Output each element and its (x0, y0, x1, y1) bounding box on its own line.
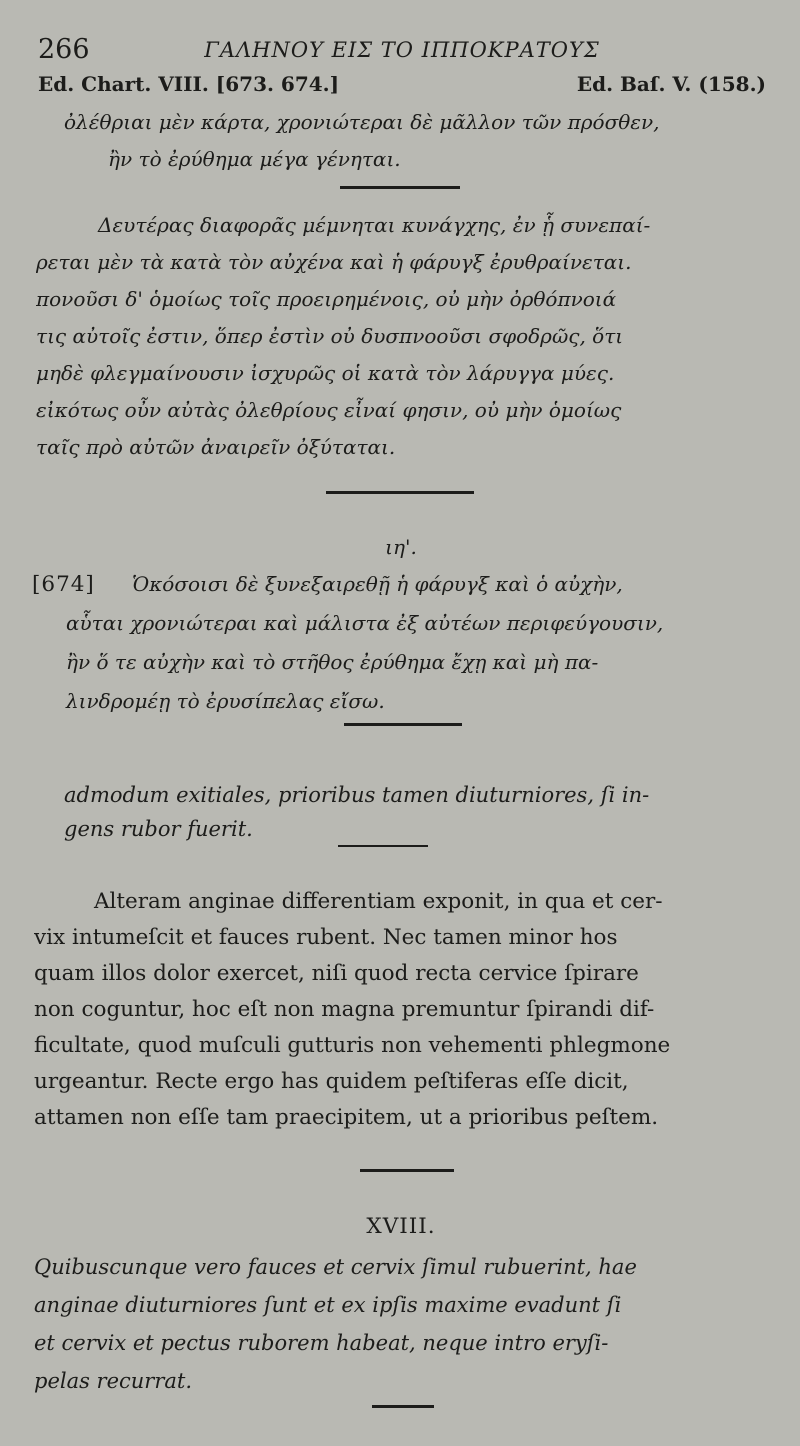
greek-commentary (36, 207, 766, 466)
edition-line (38, 72, 766, 100)
text-line: vix intumeſcit et fauces rubent. Nec tamen minor hos (34, 925, 618, 950)
text-line: quam illos dolor exercet, niſi quod recta cervice ſpirare (34, 961, 639, 986)
text-line: attamen non eſſe tam praecipitem, ut a prioribus peſtem. (34, 1105, 659, 1130)
divider (340, 186, 460, 189)
text-line: ἢν ὅ τε αὐχὴν καὶ τὸ στῆθος ἐρύθημα ἔχῃ καὶ μὴ πα- (66, 650, 599, 674)
text-line: τις αὐτοῖς ἐστιν, ὅπερ ἐστὶν οὐ δυσπνοοῦσι σφοδρῶς, ὅτι (36, 324, 624, 348)
greek-aphorism (32, 565, 772, 721)
text-line: εἰκότως οὖν αὐτὰς ὀλεθρίους εἶναί φησιν, οὐ μὴν ὁμοίως (36, 398, 622, 422)
latin-top-text (64, 778, 770, 846)
latin-section-number: XVIII. (366, 1214, 436, 1239)
greek-section-number: ιη'. (385, 535, 417, 559)
text-line: urgeantur. Recte ergo has quidem peſtiferas eſſe dicit, (34, 1069, 629, 1094)
text-line: λινδρομέῃ τὸ ἐρυσίπελας εἴσω. (66, 689, 385, 713)
text-line: non coguntur, hoc eſt non magna premuntur ſpirandi dif- (34, 997, 655, 1022)
running-title: ΓΑΛΗΝΟΥ ΕΙΣ ΤΟ ΙΠΠΟΚΡΑΤΟΥΣ (204, 38, 600, 62)
text-line: αὗται χρονιώτεραι καὶ μάλιστα ἐξ αὐτέων περιφεύγουσιν, (66, 611, 664, 635)
edition-chartier: Ed. Chart. VIII. [673. 674.] (38, 72, 340, 96)
text-line: ὀλέθριαι μὲν κάρτα, χρονιώτεραι δὲ μᾶλλον τῶν πρόσθεν, (64, 110, 660, 134)
page-marker: [674] (32, 572, 95, 597)
text-line: Ὁκόσοισι δὲ ξυνεξαιρεθῇ ἡ φάρυγξ καὶ ὁ αὐχὴν, (132, 572, 623, 596)
text-line: anginae diuturniores ſunt et ex ipſis maxime evadunt ſi (34, 1293, 622, 1317)
text-line: et cervix et pectus ruborem habeat, neque intro eryſi- (34, 1331, 609, 1355)
text-line: ficultate, quod muſculi gutturis non vehementi phlegmone (34, 1033, 671, 1058)
text-line: Alteram anginae differentiam exponit, in qua et cer- (94, 889, 663, 914)
text-line: Quibuscunque vero fauces et cervix ſimul rubuerint, hae (34, 1255, 637, 1279)
divider (360, 1169, 454, 1172)
page-number: 266 (38, 34, 90, 65)
text-line: admodum exitiales, prioribus tamen diuturniores, ſi in- (64, 783, 650, 807)
latin-commentary (34, 884, 772, 1136)
text-line: Δευτέρας διαφορᾶς μέμνηται κυνάγχης, ἐν ᾗ συνεπαί- (98, 213, 651, 237)
running-header (38, 34, 766, 68)
edition-basel: Ed. Baſ. V. (158.) (576, 72, 766, 96)
divider (344, 723, 462, 726)
text-line: ἢν τὸ ἐρύθημα μέγα γένηται. (108, 147, 401, 171)
text-line: ρεται μὲν τὰ κατὰ τὸν αὐχένα καὶ ἡ φάρυγξ ἐρυθραίνεται. (36, 250, 632, 274)
greek-top-text (64, 104, 774, 178)
divider (338, 845, 428, 847)
latin-aphorism (34, 1248, 772, 1400)
divider (372, 1405, 434, 1408)
text-line: μηδὲ φλεγμαίνουσιν ἰσχυρῶς οἱ κατὰ τὸν λάρυγγα μύες. (36, 361, 615, 385)
text-line: pelas recurrat. (34, 1369, 193, 1393)
text-line: ταῖς πρὸ αὐτῶν ἀναιρεῖν ὀξύταται. (36, 435, 396, 459)
divider (326, 491, 474, 494)
text-line: gens rubor fuerit. (64, 817, 253, 841)
text-line: πονοῦσι δ' ὁμοίως τοῖς προειρημένοις, οὐ μὴν ὀρθόπνοιά (36, 287, 617, 311)
